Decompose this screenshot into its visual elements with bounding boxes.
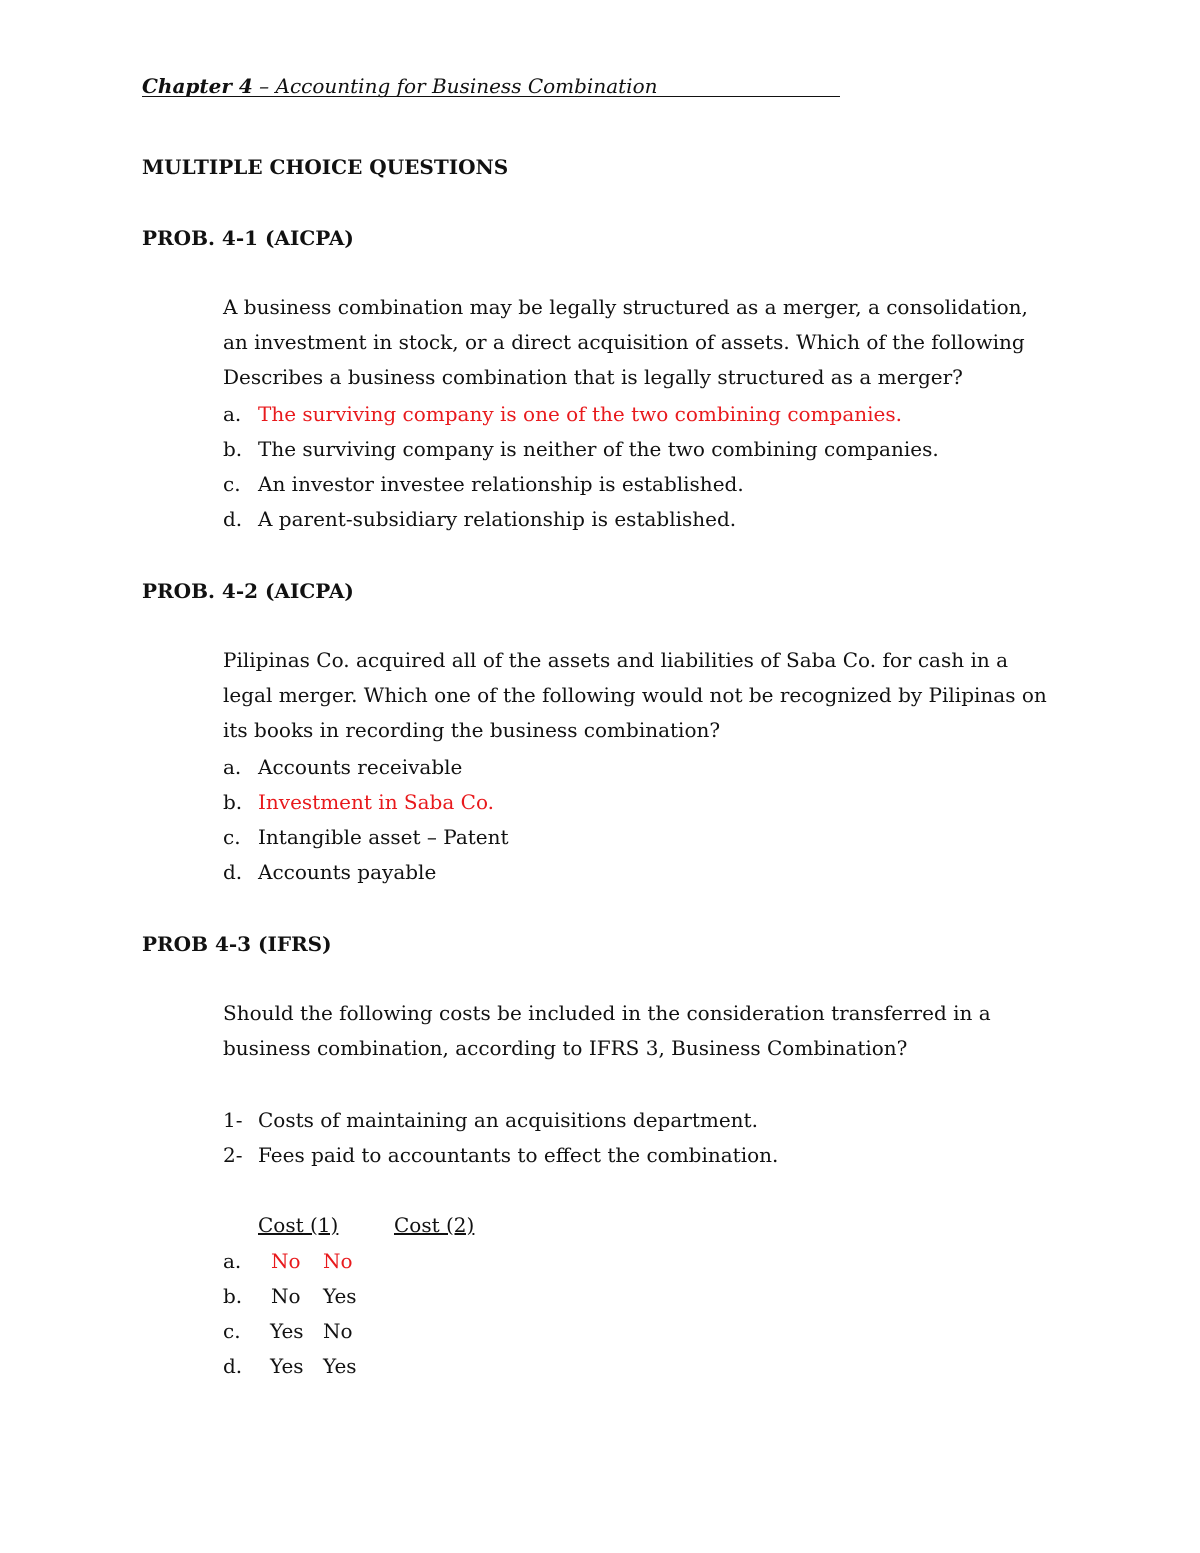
q2-option-c: [223, 823, 509, 851]
q3-answer-letter: d.: [223, 1354, 243, 1378]
option-text: Investment in Saba Co.: [258, 790, 494, 814]
q1-option-c: [223, 470, 744, 498]
option-text: Accounts receivable: [258, 755, 463, 779]
q2-stem-line: its books in recording the business combination?: [223, 718, 721, 742]
q2-stem-line: legal merger. Which one of the following would not be recognized by Pilipinas on: [223, 683, 1047, 707]
q2-option-b: [223, 788, 494, 816]
option-letter: b.: [223, 437, 243, 461]
q1-stem-line: A business combination may be legally structured as a merger, a consolidation,: [223, 295, 1028, 319]
item-text: Costs of maintaining an acquisitions department.: [258, 1108, 758, 1132]
cost-1-column-header: Cost (1): [258, 1213, 339, 1237]
q1-title: PROB. 4-1 (AICPA): [142, 226, 354, 250]
item-number: 1-: [223, 1108, 243, 1132]
q1-option-d: [223, 505, 736, 533]
q2-option-a: [223, 753, 462, 781]
q3-stem-line: Should the following costs be included in the consideration transferred in a: [223, 1001, 991, 1025]
option-text: An investor investee relationship is established.: [258, 472, 744, 496]
q3-answer-letter: c.: [223, 1319, 241, 1343]
option-letter: d.: [223, 860, 243, 884]
q3-answer-cost1: Yes: [270, 1319, 304, 1343]
chapter-title: – Accounting for Business Combination: [252, 74, 658, 98]
q3-answer-cost1: No: [271, 1284, 301, 1308]
option-text: Accounts payable: [258, 860, 437, 884]
q1-option-b: [223, 435, 939, 463]
option-letter: c.: [223, 825, 241, 849]
q3-answer-cost1: No: [271, 1249, 301, 1273]
item-number: 2-: [223, 1143, 243, 1167]
q3-answer-cost2: Yes: [323, 1354, 357, 1378]
option-letter: a.: [223, 755, 242, 779]
q3-title: PROB 4-3 (IFRS): [142, 932, 332, 956]
option-letter: d.: [223, 507, 243, 531]
option-text: The surviving company is one of the two combining companies.: [258, 402, 903, 426]
cost-2-column-header: Cost (2): [394, 1213, 475, 1237]
q3-answer-cost1: Yes: [270, 1354, 304, 1378]
q2-title: PROB. 4-2 (AICPA): [142, 579, 354, 603]
q2-stem-line: Pilipinas Co. acquired all of the assets and liabilities of Saba Co. for cash in a: [223, 648, 1008, 672]
q3-answer-letter: a.: [223, 1249, 242, 1273]
q1-stem-line: an investment in stock, or a direct acquisition of assets. Which of the following: [223, 330, 1025, 354]
chapter-header: [142, 72, 840, 97]
q3-answer-letter: b.: [223, 1284, 243, 1308]
q3-cost-item-2: [223, 1141, 778, 1169]
q1-option-a: [223, 400, 902, 428]
q3-answer-cost2: No: [323, 1319, 353, 1343]
chapter-label: Chapter 4: [142, 74, 253, 98]
option-text: Intangible asset – Patent: [258, 825, 509, 849]
section-title: MULTIPLE CHOICE QUESTIONS: [142, 155, 509, 179]
option-text: The surviving company is neither of the two combining companies.: [258, 437, 939, 461]
q3-stem-line: business combination, according to IFRS 3, Business Combination?: [223, 1036, 908, 1060]
option-letter: c.: [223, 472, 241, 496]
option-text: A parent-subsidiary relationship is established.: [258, 507, 737, 531]
option-letter: b.: [223, 790, 243, 814]
q2-option-d: [223, 858, 436, 886]
q3-cost-item-1: [223, 1106, 758, 1134]
option-letter: a.: [223, 402, 242, 426]
q3-answer-cost2: Yes: [323, 1284, 357, 1308]
q3-answer-cost2: No: [323, 1249, 353, 1273]
item-text: Fees paid to accountants to effect the combination.: [258, 1143, 779, 1167]
q1-stem-line: Describes a business combination that is legally structured as a merger?: [223, 365, 963, 389]
